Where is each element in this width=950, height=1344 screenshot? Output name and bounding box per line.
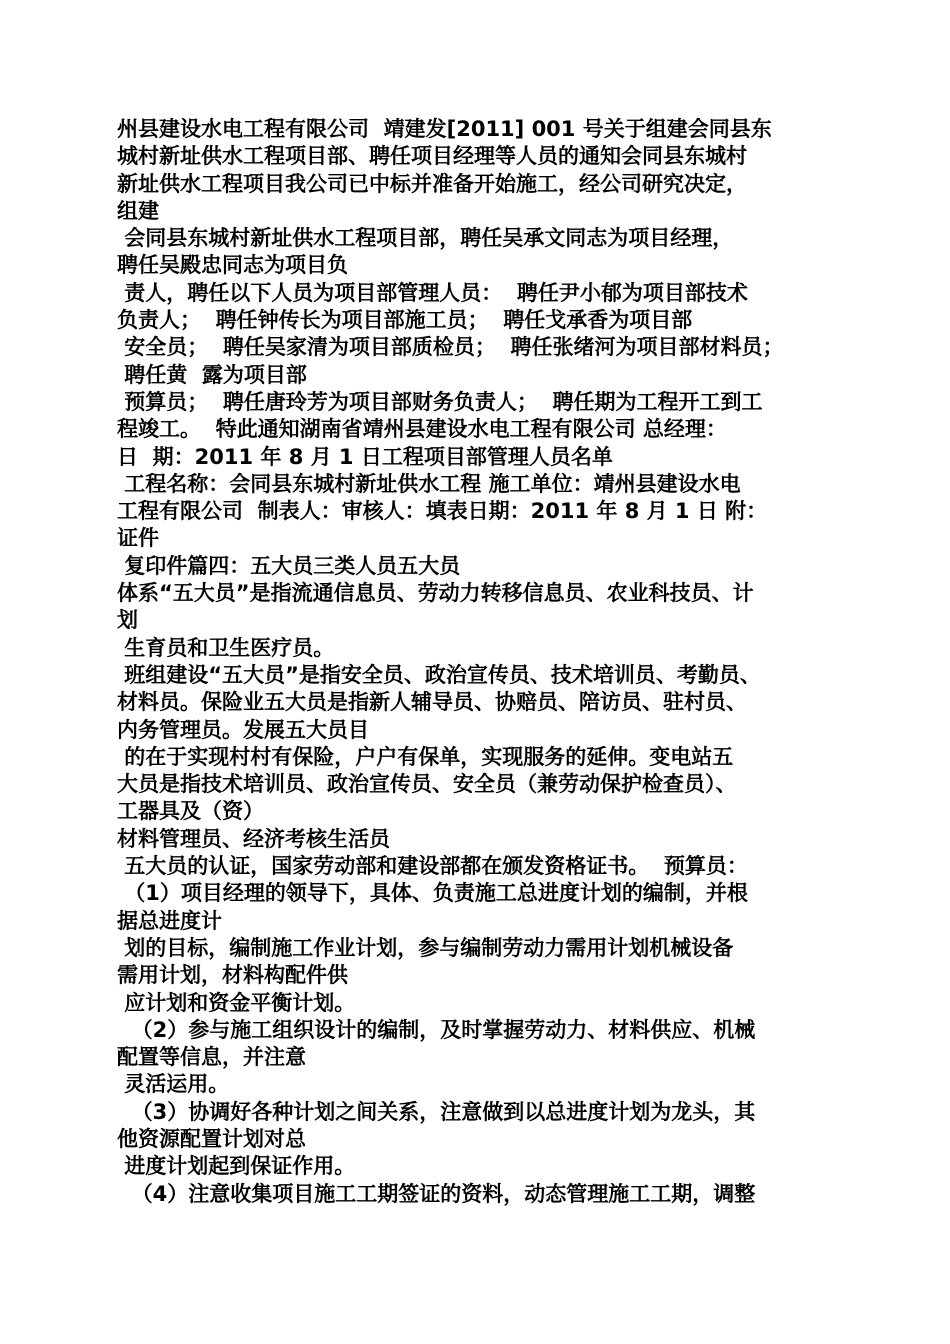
text-line: 五大员的认证，国家劳动部和建设部都在颁发资格证书。 预算员： bbox=[117, 854, 748, 879]
text-line: 负责人； 聘任钟传长为项目部施工员； 聘任戈承香为项目部 bbox=[117, 308, 693, 333]
text-line: 工器具及（资） bbox=[117, 799, 264, 824]
text-line: 日 期：2011 年 8 月 1 日工程项目部管理人员名单 bbox=[117, 444, 613, 469]
text-line: 程竣工。 特此通知湖南省靖州县建设水电工程有限公司 总经理： bbox=[117, 417, 727, 442]
text-line: （3）协调好各种计划之间关系，注意做到以总进度计划为龙头，其 bbox=[117, 1099, 756, 1124]
text-line: 进度计划起到保证作用。 bbox=[117, 1154, 356, 1179]
text-line: 责人，聘任以下人员为项目部管理人员： 聘任尹小郁为项目部技术 bbox=[117, 280, 748, 305]
document-body bbox=[117, 116, 837, 1208]
text-line: 州县建设水电工程有限公司 靖建发[2011] 001 号关于组建会同县东 bbox=[117, 117, 772, 141]
text-line: 应计划和资金平衡计划。 bbox=[117, 990, 356, 1015]
text-line: 的在于实现村村有保险，户户有保单，实现服务的延伸。变电站五 bbox=[117, 744, 734, 769]
text-line: 划 bbox=[117, 608, 138, 633]
text-line: 聘任吴殿忠同志为项目负 bbox=[117, 253, 348, 278]
text-line: 配置等信息，并注意 bbox=[117, 1045, 306, 1070]
text-line: 灵活运用。 bbox=[117, 1072, 230, 1097]
text-line: 班组建设“五大员”是指安全员、政治宣传员、技术培训员、考勤员、 bbox=[117, 662, 761, 687]
text-line: 内务管理员。发展五大员目 bbox=[117, 717, 369, 742]
text-line: 生育员和卫生医疗员。 bbox=[117, 635, 335, 660]
text-line: 城村新址供水工程项目部、聘任项目经理等人员的通知会同县东城村 bbox=[117, 144, 747, 169]
text-line: 安全员； 聘任吴家清为项目部质检员； 聘任张绪河为项目部材料员； bbox=[117, 335, 784, 360]
text-line: 划的目标，编制施工作业计划，参与编制劳动力需用计划机械设备 bbox=[117, 935, 734, 960]
text-line: （1）项目经理的领导下，具体、负责施工总进度计划的编制，并根 bbox=[117, 881, 748, 906]
text-line: 组建 bbox=[117, 198, 159, 223]
text-line: 工程名称：会同县东城村新址供水工程 施工单位：靖州县建设水电 bbox=[117, 471, 741, 496]
text-line: 需用计划，材料构配件供 bbox=[117, 963, 348, 988]
text-line: 复印件篇四：五大员三类人员五大员 bbox=[117, 553, 461, 578]
text-line: 材料员。保险业五大员是指新人辅导员、协赔员、陪访员、驻村员、 bbox=[117, 690, 747, 715]
text-line: 据总进度计 bbox=[117, 908, 222, 933]
text-line: 证件 bbox=[117, 526, 159, 551]
text-line: （2）参与施工组织设计的编制，及时掌握劳动力、材料供应、机械 bbox=[117, 1017, 756, 1042]
text-line: 工程有限公司 制表人：审核人：填表日期：2011 年 8 月 1 日 附： bbox=[117, 499, 768, 524]
text-line: 会同县东城村新址供水工程项目部，聘任吴承文同志为项目经理， bbox=[117, 226, 734, 251]
text-line: 大员是指技术培训员、政治宣传员、安全员（兼劳动保护检查员）、 bbox=[117, 772, 737, 797]
text-line: 材料管理员、经济考核生活员 bbox=[117, 826, 390, 851]
text-line: 体系“五大员”是指流通信息员、劳动力转移信息员、农业科技员、计 bbox=[117, 581, 754, 606]
text-line: 他资源配置计划对总 bbox=[117, 1126, 306, 1151]
text-line: 聘任黄 露为项目部 bbox=[117, 362, 307, 387]
text-line: 新址供水工程项目我公司已中标并准备开始施工，经公司研究决定， bbox=[117, 171, 747, 196]
text-line: （4）注意收集项目施工工期签证的资料，动态管理施工工期，调整 bbox=[117, 1181, 756, 1206]
text-line: 预算员； 聘任唐玲芳为项目部财务负责人； 聘任期为工程开工到工 bbox=[117, 389, 763, 414]
